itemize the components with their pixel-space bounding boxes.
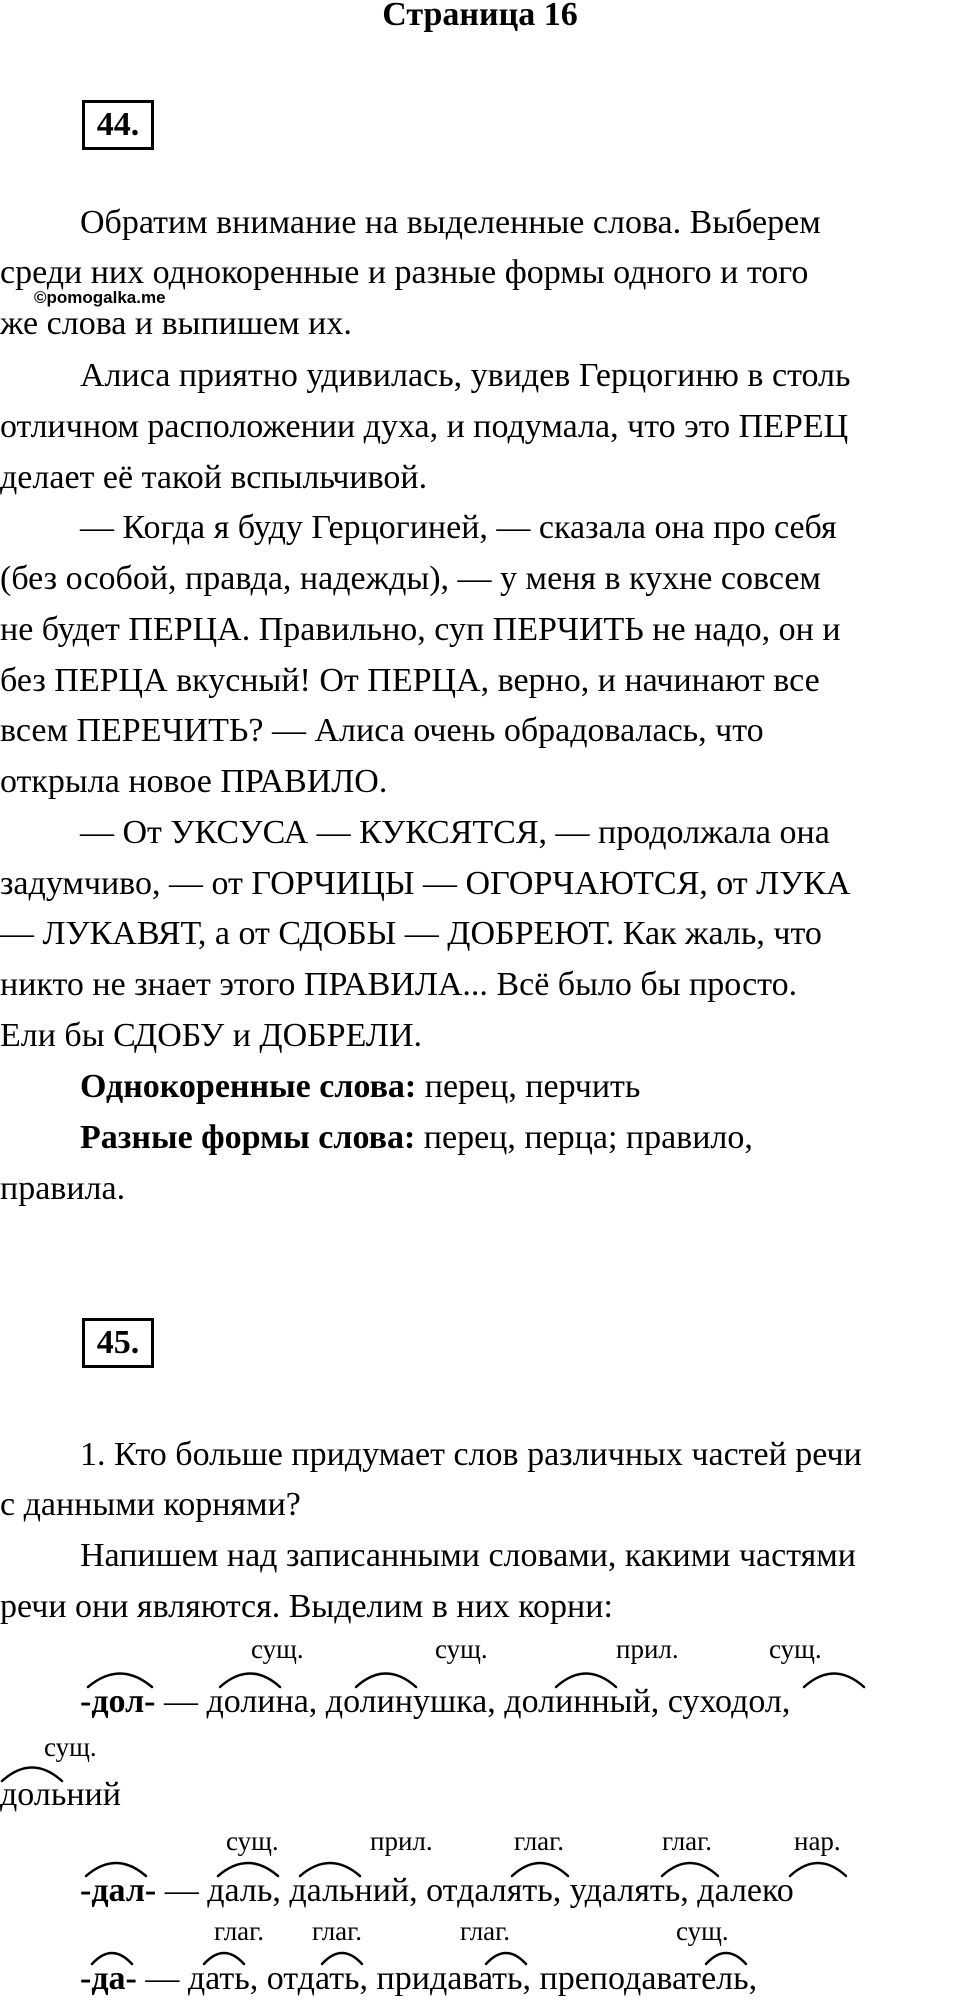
text-line: среди них однокоренные и разные формы одного и того (0, 254, 809, 291)
root-arc (300, 1863, 360, 1876)
root-arc (322, 1953, 362, 1964)
text-line: без ПЕРЦА вкусный! От ПЕРЦА, верно, и начинают все (0, 662, 820, 699)
root-arc (556, 1674, 616, 1688)
watermark: ©pomogalka.me (34, 288, 166, 307)
text-line: Обратим внимание на выделенные слова. Выберем (80, 204, 821, 241)
text-line: правила. (0, 1170, 126, 1207)
pos-label: сущ. (769, 1634, 822, 1664)
text-line: делает её такой вспыльчивой. (0, 459, 428, 496)
exercise-number-44: 44. (82, 100, 154, 150)
root-arc (804, 1674, 864, 1688)
text-line: — Когда я буду Герцогиней, — сказала она про себя (80, 509, 837, 546)
text-line: (без особой, правда, надежды), — у меня в кухне совсем (0, 560, 821, 597)
root-arc (512, 1863, 568, 1876)
pos-label: сущ. (435, 1634, 488, 1664)
root-dol: -дол- (80, 1683, 156, 1720)
text-line: задумчиво, — от ГОРЧИЦЫ — ОГОРЧАЮТСЯ, от ЛУКА (0, 865, 851, 902)
pos-label: глаг. (662, 1826, 712, 1856)
text-line: открыла новое ПРАВИЛО. (0, 763, 388, 800)
answer-forms-value: перец, перца; правило, (415, 1119, 753, 1156)
pos-label: прил. (616, 1634, 679, 1664)
root-da: -да- (80, 1960, 137, 1997)
root-dal-words: — даль, дальний, отдалять, удалять, далеко (156, 1872, 794, 1909)
pos-label: глаг. (514, 1826, 564, 1856)
root-dol-words: — долина, долинушка, долинный, суходол, (155, 1683, 791, 1720)
pos-label: глаг. (214, 1916, 264, 1946)
page-title: Страница 16 (382, 0, 578, 33)
text-line: Напишем над записанными словами, какими частями (80, 1537, 856, 1574)
pos-label: глаг. (312, 1916, 362, 1946)
pos-label: нар. (794, 1826, 841, 1856)
text-line: отличном расположении духа, и подумала, что это ПЕРЕЦ (0, 408, 849, 445)
root-arc (204, 1953, 244, 1964)
text-line: же слова и выпишем их. (0, 305, 352, 342)
text-line: — ЛУКАВЯТ, а от СДОБЫ — ДОБРЕЮТ. Как жаль, что (0, 915, 822, 952)
exercise-number-45: 45. (82, 1318, 154, 1368)
text-line: никто не знает этого ПРАВИЛА... Всё было бы просто. (0, 966, 798, 1003)
root-arc (2, 1768, 62, 1782)
answer-forms-label: Разные формы слова: (80, 1119, 416, 1156)
text-line: Ели бы СДОБУ и ДОБРЕЛИ. (0, 1017, 423, 1054)
answer-cognates-value: перец, перчить (416, 1068, 641, 1105)
root-arc (218, 1863, 278, 1876)
root-arc (88, 1674, 152, 1688)
root-arc (220, 1674, 280, 1688)
text-line: не будет ПЕРЦА. Правильно, суп ПЕРЧИТЬ не надо, он и (0, 611, 841, 648)
root-arc (86, 1863, 146, 1876)
text-line: всем ПЕРЕЧИТЬ? — Алиса очень обрадовалась, что (0, 712, 764, 749)
root-arc (706, 1953, 746, 1964)
answer-cognates-label: Однокоренные слова: (80, 1068, 417, 1105)
text-line: дольний (0, 1776, 121, 1813)
root-da-words: — дать, отдать, придавать, преподаватель, (136, 1960, 758, 1997)
text-line: речи они являются. Выделим в них корни: (0, 1588, 613, 1625)
pos-label: сущ. (676, 1916, 729, 1946)
text-line: 1. Кто больше придумает слов различных частей речи (80, 1436, 862, 1473)
pos-label: прил. (370, 1826, 433, 1856)
pos-label: сущ. (44, 1732, 97, 1762)
root-arc (356, 1674, 416, 1688)
root-arc (790, 1863, 846, 1876)
pos-label: глаг. (460, 1916, 510, 1946)
root-dal: -дал- (80, 1872, 157, 1909)
root-arc (662, 1863, 718, 1876)
root-arc (486, 1953, 526, 1964)
text-line: Алиса приятно удивилась, увидев Герцогиню в столь (80, 357, 851, 394)
root-arc (92, 1953, 132, 1964)
text-line: с данными корнями? (0, 1486, 301, 1523)
pos-label: сущ. (226, 1826, 279, 1856)
pos-label: сущ. (251, 1634, 304, 1664)
text-line: — От УКСУСА — КУКСЯТСЯ, — продолжала она (80, 814, 830, 851)
